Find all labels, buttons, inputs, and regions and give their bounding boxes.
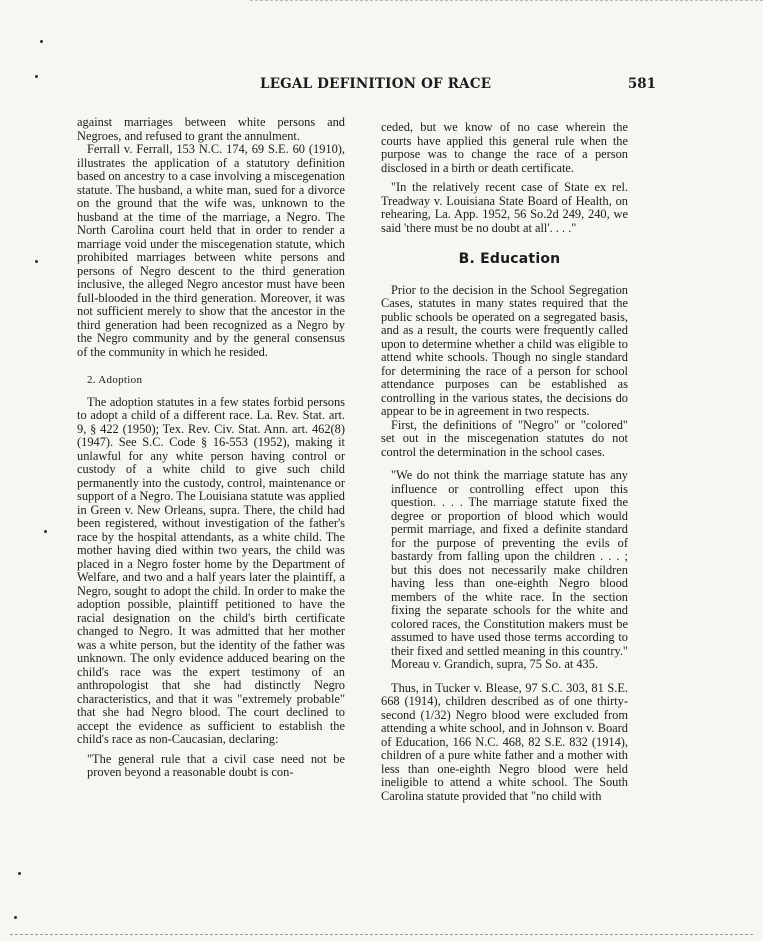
scan-speck — [18, 872, 21, 875]
top-scan-border — [250, 0, 763, 5]
page-header — [230, 76, 700, 94]
scan-speck — [35, 75, 38, 78]
paragraph: Thus, in Tucker v. Blease, 97 S.C. 303, 81 S.E. 668 (1914), children described as of one thirty-second (1/32) Negro blood were excluded from attending a white school, and in Johnson v. Board of Education, 166 N.C. 468, 82 S.E. 832 (1914), children of a pure white father and a mother with less than one-eighth Negro blood were held ineligible to attend a white school. The South Carolina statute provided that "no child with — [381, 680, 628, 803]
quotation: "In the relatively recent case of State ex rel. Treadway v. Louisiana State Board of Health, on rehearing, La. App. 1952, 56 So.2d 249, 240, we said 'there must be no doubt at all'. . . ." — [381, 180, 628, 235]
section-heading: B. Education — [458, 251, 561, 267]
scan-speck — [35, 260, 38, 263]
paragraph: ceded, but we know of no case wherein the courts have applied this general rule when the purpose was to change the race of a person disclosed in a birth or death certificate. — [381, 120, 628, 175]
scan-speck — [40, 40, 43, 43]
paragraph: First, the definitions of "Negro" or "colored" set out in the miscegenation statutes do not control the determination in the school cases. — [381, 417, 628, 459]
scan-speck — [14, 916, 17, 919]
blockquote-text: "We do not think the marriage statute has any influence or controlling effect upon this question. . . . The marriage statute fixed the degree or proportion of blood which would permit marriage, and fixed a definite standard for the purpose of preventing the evils of bastardy from falling upon the children . . . ; but this does not necessarily make children having less than one-eighth Negro blood members of the white race. In the section fixing the separate schools for the white and colored races, the Constitution makers must be assumed to have used those terms according to their fixed and settled meaning in this country." Moreau v. Grandich, supra, 75 So. at 435. — [391, 468, 628, 671]
running-title: LEGAL DEFINITION OF RACE — [260, 76, 492, 92]
paragraph: The adoption statutes in a few states forbid persons to adopt a child of a different race. La. Rev. Stat. art. 9, § 422 (1950); Tex. Rev. Civ. Stat. Ann. art. 462(8) (1947). See S.C. Code § 16-553 (1952), making it unlawful for any white person having control or custody of a white child to give such child permanently into the custody, control, maintenance or support of a Negro. The Louisiana statute was applied in Green v. New Orleans, supra. There, the child had been registered, without investigation of the father's race by the hospital attendants, as a white child. The mother having died within two years, the child was placed in a Negro foster home by the Department of Welfare, and two and a half years later the plaintiff, a Negro, sought to adopt the child. In order to make the adoption possible, plaintiff petitioned to have the racial designation on the child's birth certificate changed to Negro. It was admitted that her mother was a white person, but the identity of the father was unknown. The only evidence adduced bearing on the child's race was the expert testimony of an anthropologist that she had distinctly Negro characteristics, and that it was "extremely probable" that she had Negro blood. The court declined to accept the evidence as sufficient to establish the child's race as non-Caucasian, declaring: — [77, 394, 345, 746]
blockquote — [391, 469, 628, 672]
page-number: 581 — [627, 76, 656, 92]
right-column — [381, 121, 628, 803]
left-column — [77, 116, 345, 780]
subsection-heading: 2. Adoption — [87, 374, 143, 386]
paragraph: Prior to the decision in the School Segregation Cases, statutes in many states required that the public schools be operated on a segregated basis, and as a result, the courts were frequently called upon to determine whether a child was eligible to attend white schools. Though no single standard for determining the race of a person for school attendance purposes can be established as controlling in the various states, the decisions do appear to be in agreement in two respects. — [381, 282, 628, 418]
scan-speck — [44, 530, 47, 533]
paragraph: against marriages between white persons and Negroes, and refused to grant the annulment. — [77, 115, 345, 143]
bottom-scan-border — [10, 930, 753, 935]
quotation: "The general rule that a civil case need not be proven beyond a reasonable doubt is con- — [87, 751, 345, 779]
paragraph: Ferrall v. Ferrall, 153 N.C. 174, 69 S.E. 60 (1910), illustrates the application of a statutory definition based on ancestry to a case involving a miscegenation statute. The husband, a white man, sued for a divorce on the ground that the wife was, unknown to the husband at the time of the marriage, a Negro. The North Carolina court held that in order to render a marriage void under the miscegenation statute, which prohibited marriages between white persons and persons of Negro descent to the third generation inclusive, the alleged Negro ancestor must have been full-blooded in the third generation. Moreover, it was not sufficient merely to show that the ancestor in the third generation had been recognized as a Negro by the Negro community and by the general consensus of the community in which he resided. — [77, 142, 345, 359]
